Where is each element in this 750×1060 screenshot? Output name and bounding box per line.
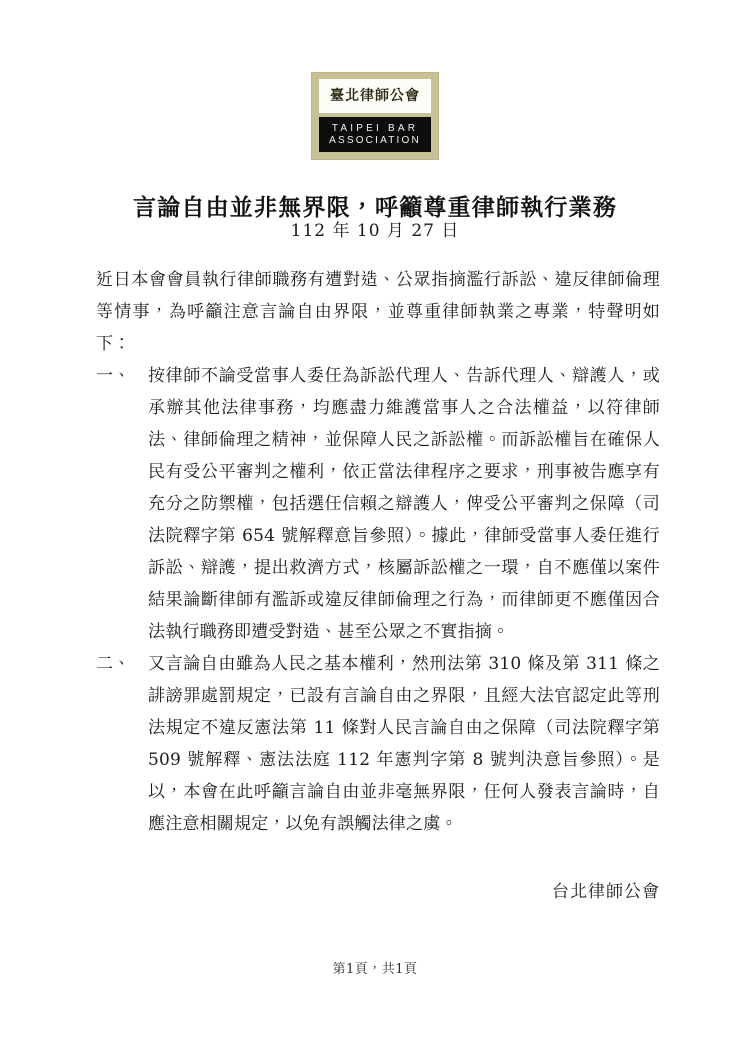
item-marker: 二、 (96, 654, 131, 674)
page-footer: 第1頁，共1頁 (332, 962, 418, 977)
item-text: 按律師不論受當事人委任為訴訟代理人、告訴代理人、辯護人，或承辦其他法律事務，均應盡力維護當事人之合法權益，以符律師法、律師倫理之精神，並保障人民之訴訟權。而訴訟權旨在確保人民有受公平審判之權利，依正當法律程序之要求，刑事被告應享有充分之防禦權，包括選任信賴之辯護人，俾受公平審判之保障（司法院釋字第 654 號解釋意旨參照）。據此，律師受當事人委任進行訴訟、辯護，提出救濟方式，核屬訴訟權之一環，自不應僅以案件結果論斷律師有濫訴或違反律師倫理之行為，而律師更不應僅因合法執行職務即遭受對造、甚至公眾之不實指摘。 (148, 366, 660, 642)
document-date: 112 年 10 月 27 日 (290, 221, 460, 241)
document-body (96, 264, 660, 840)
logo-english-line2: ASSOCIATION (329, 135, 421, 146)
signature: 台北律師公會 (552, 882, 660, 902)
numbered-item-1 (96, 360, 660, 648)
lead-paragraph: 近日本會會員執行律師職務有遭對造、公眾指摘濫行訴訟、違反律師倫理等情事，為呼籲注意言論自由界限，並尊重律師執業之專業，特聲明如下： (96, 270, 660, 354)
organization-logo (0, 72, 750, 160)
logo-chinese-name: 臺北律師公會 (319, 79, 431, 113)
logo-english-panel (319, 117, 431, 152)
item-text: 又言論自由雖為人民之基本權利，然刑法第 310 條及第 311 條之誹謗罪處罰規定，已設有言論自由之界限，且經大法官認定此等刑法規定不違反憲法第 11 條對人民言論自由之保障（司法院釋字第 509 號解釋、憲法法庭 112 年憲判字第 8 號判決意旨參照）。是以，本會在此呼籲言論自由並非毫無界限，任何人發表言論時，自應注意相關規定，以免有誤觸法律之虞。 (148, 654, 660, 834)
numbered-item-2 (96, 648, 660, 840)
logo-english-line1: TAIPEI BAR (331, 122, 419, 134)
logo-frame (311, 72, 439, 160)
item-marker: 一、 (96, 366, 131, 386)
page-title: 言論自由並非無界限，呼籲尊重律師執行業務 (133, 194, 617, 222)
